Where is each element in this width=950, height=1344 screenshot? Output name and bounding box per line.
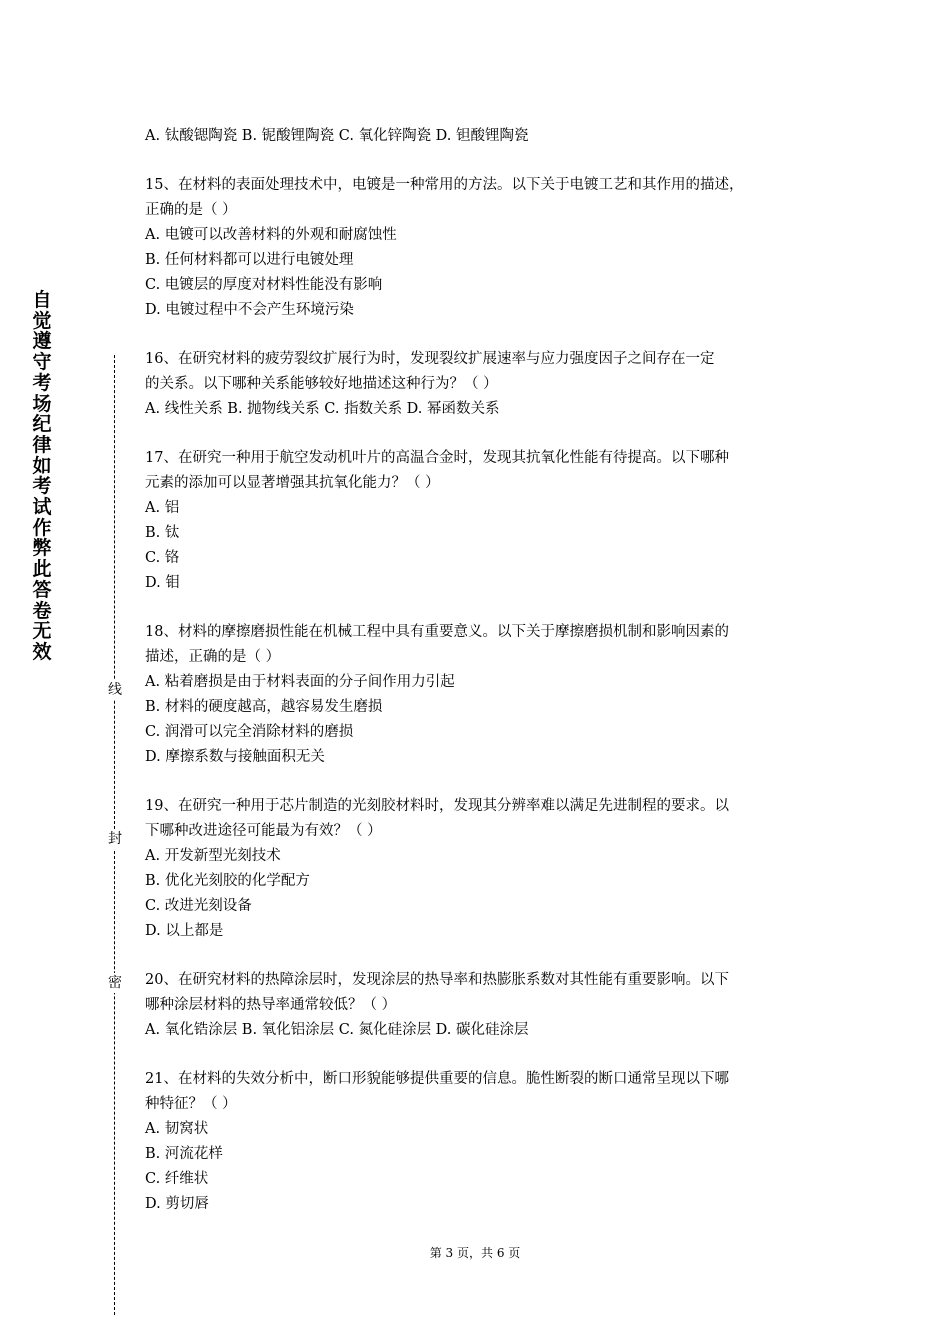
- question-block: [145, 347, 825, 422]
- question-stem: 18、材料的摩擦磨损性能在机械工程中具有重要意义。以下关于摩擦磨损机制和影响因素的: [145, 624, 729, 640]
- question-option: B. 优化光刻胶的化学配方: [145, 873, 310, 889]
- question-stem: 20、在研究材料的热障涂层时，发现涂层的热导率和热膨胀系数对其性能有重要影响。以下: [145, 972, 729, 988]
- question-stem: 元素的添加可以显著增强其抗氧化能力？（ ）: [145, 475, 440, 491]
- question-option: C. 铬: [145, 550, 180, 566]
- question-stem: 的关系。以下哪种关系能够较好地描述这种行为？（ ）: [145, 376, 498, 392]
- question-option: D. 电镀过程中不会产生环境污染: [145, 302, 354, 318]
- question-option: C. 电镀层的厚度对材料性能没有影响: [145, 277, 383, 293]
- question-stem: 下哪种改进途径可能最为有效？（ ）: [145, 823, 382, 839]
- question-option: B. 材料的硬度越高，越容易发生磨损: [145, 699, 383, 715]
- question-block: [145, 620, 825, 770]
- question-block: [145, 446, 825, 596]
- question-block: [145, 1067, 825, 1217]
- question-option: B. 河流花样: [145, 1146, 223, 1162]
- prev-question-options: A. 钛酸锶陶瓷 B. 铌酸锂陶瓷 C. 氧化锌陶瓷 D. 钽酸锂陶瓷: [145, 128, 529, 144]
- question-option: A. 开发新型光刻技术: [145, 848, 281, 864]
- question-option: A. 韧窝状: [145, 1121, 209, 1137]
- question-option: A. 电镀可以改善材料的外观和耐腐蚀性: [145, 227, 397, 243]
- question-stem: 种特征？（ ）: [145, 1096, 237, 1112]
- exam-discipline-notice: 自觉遵守考场纪律如考试作弊此答卷无效: [32, 289, 52, 663]
- question-option: D. 以上都是: [145, 923, 224, 939]
- question-option: C. 纤维状: [145, 1171, 209, 1187]
- question-stem: 19、在研究一种用于芯片制造的光刻胶材料时，发现其分辨率难以满足先进制程的要求。以: [145, 798, 729, 814]
- question-content: [145, 124, 825, 1241]
- question-block: [145, 173, 825, 323]
- question-stem: 21、在材料的失效分析中，断口形貌能够提供重要的信息。脆性断裂的断口通常呈现以下哪: [145, 1071, 729, 1087]
- question-block: [145, 968, 825, 1043]
- question-option: C. 润滑可以完全消除材料的磨损: [145, 724, 354, 740]
- question-option: C. 改进光刻设备: [145, 898, 252, 914]
- question-stem: 描述，正确的是（ ）: [145, 649, 281, 665]
- question-stem: 哪种涂层材料的热导率通常较低？（ ）: [145, 997, 397, 1013]
- question-option: D. 摩擦系数与接触面积无关: [145, 749, 325, 765]
- binding-mark-secret: 密: [108, 975, 122, 991]
- question-option: D. 剪切唇: [145, 1196, 209, 1212]
- question-option: A. 粘着磨损是由于材料表面的分子间作用力引起: [145, 674, 455, 690]
- question-list: [145, 173, 825, 1217]
- question-stem: 15、在材料的表面处理技术中，电镀是一种常用的方法。以下关于电镀工艺和其作用的描述，: [145, 177, 744, 193]
- question-option: B. 任何材料都可以进行电镀处理: [145, 252, 354, 268]
- binding-mark-line: 线: [108, 682, 122, 698]
- question-stem: 正确的是（ ）: [145, 202, 237, 218]
- question-option: A. 氧化锆涂层 B. 氧化铝涂层 C. 氮化硅涂层 D. 碳化硅涂层: [145, 1022, 529, 1038]
- question-option: D. 钼: [145, 575, 180, 591]
- binding-mark-seal: 封: [108, 831, 122, 847]
- page-number: 第 3 页，共 6 页: [429, 1246, 521, 1260]
- question-block: [145, 794, 825, 944]
- question-option: A. 线性关系 B. 抛物线关系 C. 指数关系 D. 幂函数关系: [145, 401, 500, 417]
- question-option: A. 铝: [145, 500, 180, 516]
- question-stem: 17、在研究一种用于航空发动机叶片的高温合金时，发现其抗氧化性能有待提高。以下哪种: [145, 450, 729, 466]
- question-stem: 16、在研究材料的疲劳裂纹扩展行为时，发现裂纹扩展速率与应力强度因子之间存在一定: [145, 351, 715, 367]
- question-option: B. 钛: [145, 525, 180, 541]
